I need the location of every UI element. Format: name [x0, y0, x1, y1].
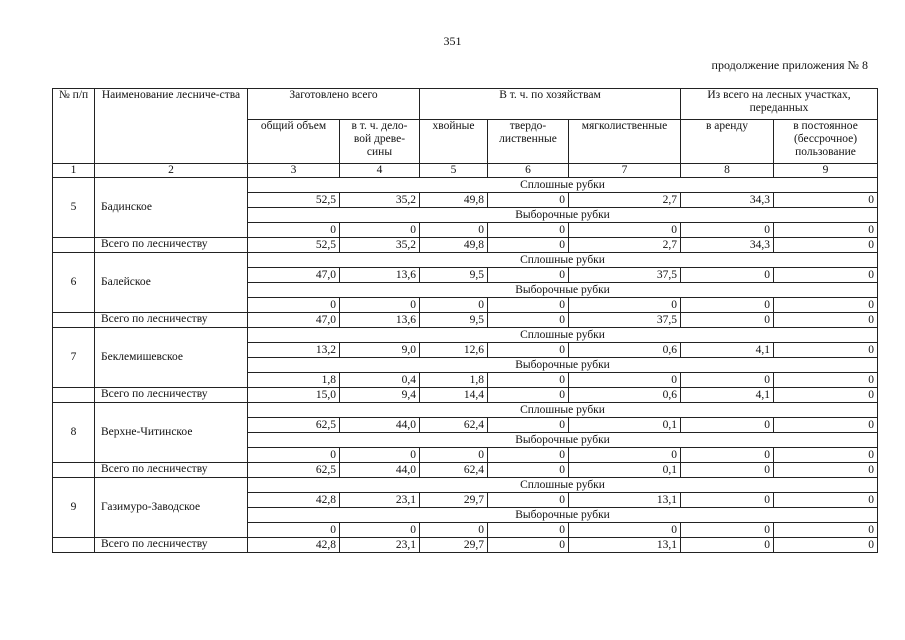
value-cell: 34,3 [681, 193, 774, 208]
value-cell: 0,6 [569, 388, 681, 403]
value-cell: 1,8 [420, 373, 488, 388]
value-cell: 13,6 [340, 313, 420, 328]
column-number: 3 [248, 164, 340, 178]
total-row-spacer [53, 463, 95, 478]
harvest-table [52, 88, 878, 553]
value-cell: 9,5 [420, 268, 488, 283]
value-cell: 9,4 [340, 388, 420, 403]
value-cell: 0 [569, 298, 681, 313]
header-rent: в аренду [681, 120, 774, 164]
value-cell: 23,1 [340, 538, 420, 553]
total-label: Всего по лесничеству [95, 538, 248, 553]
value-cell: 0 [774, 313, 878, 328]
clear-cut-label: Сплошные рубки [248, 178, 878, 193]
forestry-index: 5 [53, 178, 95, 238]
selective-cut-label: Выборочные рубки [248, 433, 878, 448]
clear-cut-label: Сплошные рубки [248, 253, 878, 268]
header-coniferous: хвойные [420, 120, 488, 164]
value-cell: 0 [248, 223, 340, 238]
value-cell: 44,0 [340, 463, 420, 478]
value-cell: 0 [681, 268, 774, 283]
clear-cut-label: Сплошные рубки [248, 478, 878, 493]
column-number: 6 [488, 164, 569, 178]
column-number: 7 [569, 164, 681, 178]
forestry-index: 9 [53, 478, 95, 538]
value-cell: 0 [569, 373, 681, 388]
selective-cut-label: Выборочные рубки [248, 508, 878, 523]
value-cell: 13,1 [569, 493, 681, 508]
value-cell: 0 [774, 298, 878, 313]
value-cell: 62,5 [248, 418, 340, 433]
value-cell: 0 [774, 463, 878, 478]
value-cell: 0 [681, 538, 774, 553]
forestry-total-row [53, 388, 878, 403]
forestry-index: 7 [53, 328, 95, 388]
value-cell: 52,5 [248, 238, 340, 253]
value-cell: 0 [681, 523, 774, 538]
clear-cut-label-row [53, 403, 878, 418]
forestry-total-row [53, 238, 878, 253]
value-cell: 0 [248, 298, 340, 313]
column-number: 2 [95, 164, 248, 178]
clear-cut-label-row [53, 253, 878, 268]
value-cell: 35,2 [340, 193, 420, 208]
value-cell: 0 [774, 238, 878, 253]
value-cell: 47,0 [248, 313, 340, 328]
clear-cut-label: Сплошные рубки [248, 328, 878, 343]
value-cell: 0 [681, 373, 774, 388]
value-cell: 0 [340, 523, 420, 538]
header-hardwood: твердо-лиственные [488, 120, 569, 164]
header-softwood: мягколиственные [569, 120, 681, 164]
header-business-wood: в т. ч. дело-вой древе-сины [340, 120, 420, 164]
forestry-name: Газимуро-Заводское [95, 478, 248, 538]
column-number: 5 [420, 164, 488, 178]
value-cell: 0 [774, 268, 878, 283]
value-cell: 0 [774, 388, 878, 403]
selective-cut-label: Выборочные рубки [248, 283, 878, 298]
value-cell: 1,8 [248, 373, 340, 388]
value-cell: 2,7 [569, 238, 681, 253]
column-number: 9 [774, 164, 878, 178]
value-cell: 0 [420, 523, 488, 538]
forestry-total-row [53, 538, 878, 553]
header-by-farm: В т. ч. по хозяйствам [420, 89, 681, 120]
forestry-name: Бадинское [95, 178, 248, 238]
value-cell: 0 [774, 223, 878, 238]
value-cell: 42,8 [248, 493, 340, 508]
value-cell: 52,5 [248, 193, 340, 208]
total-row-spacer [53, 388, 95, 403]
clear-cut-label-row [53, 178, 878, 193]
header-index: № п/п [53, 89, 95, 164]
value-cell: 62,5 [248, 463, 340, 478]
value-cell: 29,7 [420, 493, 488, 508]
value-cell: 9,0 [340, 343, 420, 358]
value-cell: 0 [569, 223, 681, 238]
value-cell: 4,1 [681, 388, 774, 403]
header-name: Наименование лесниче-ства [95, 89, 248, 164]
value-cell: 35,2 [340, 238, 420, 253]
selective-cut-label: Выборочные рубки [248, 208, 878, 223]
value-cell: 0 [569, 523, 681, 538]
forestry-total-row [53, 463, 878, 478]
value-cell: 13,6 [340, 268, 420, 283]
value-cell: 0 [340, 448, 420, 463]
value-cell: 0 [420, 223, 488, 238]
value-cell: 0 [488, 193, 569, 208]
forestry-index: 6 [53, 253, 95, 313]
value-cell: 0 [488, 523, 569, 538]
value-cell: 37,5 [569, 313, 681, 328]
column-number: 4 [340, 164, 420, 178]
value-cell: 0 [774, 538, 878, 553]
value-cell: 0,4 [340, 373, 420, 388]
value-cell: 13,1 [569, 538, 681, 553]
value-cell: 62,4 [420, 463, 488, 478]
value-cell: 0 [488, 373, 569, 388]
value-cell: 0 [488, 493, 569, 508]
page-number: 351 [443, 34, 462, 48]
value-cell: 0 [488, 223, 569, 238]
value-cell: 49,8 [420, 193, 488, 208]
header-harvested-total: Заготовлено всего [248, 89, 420, 120]
value-cell: 9,5 [420, 313, 488, 328]
value-cell: 0 [681, 313, 774, 328]
value-cell: 14,4 [420, 388, 488, 403]
value-cell: 0 [488, 313, 569, 328]
value-cell: 0 [774, 448, 878, 463]
forestry-name: Беклемишевское [95, 328, 248, 388]
continuation-note: продолжение приложения № 8 [711, 58, 868, 72]
value-cell: 0 [488, 298, 569, 313]
value-cell: 29,7 [420, 538, 488, 553]
value-cell: 0 [681, 493, 774, 508]
column-numbers-row [53, 164, 878, 178]
total-label: Всего по лесничеству [95, 463, 248, 478]
value-cell: 34,3 [681, 238, 774, 253]
header-total-volume: общий объем [248, 120, 340, 164]
value-cell: 0 [774, 373, 878, 388]
forestry-name: Верхне-Читинское [95, 403, 248, 463]
value-cell: 0 [420, 298, 488, 313]
total-label: Всего по лесничеству [95, 238, 248, 253]
value-cell: 0 [681, 448, 774, 463]
column-number: 1 [53, 164, 95, 178]
value-cell: 0 [488, 388, 569, 403]
value-cell: 0 [774, 523, 878, 538]
value-cell: 23,1 [340, 493, 420, 508]
value-cell: 0 [681, 418, 774, 433]
value-cell: 0 [774, 493, 878, 508]
value-cell: 42,8 [248, 538, 340, 553]
value-cell: 15,0 [248, 388, 340, 403]
total-label: Всего по лесничеству [95, 388, 248, 403]
value-cell: 12,6 [420, 343, 488, 358]
column-number: 8 [681, 164, 774, 178]
clear-cut-label-row [53, 478, 878, 493]
value-cell: 62,4 [420, 418, 488, 433]
value-cell: 0 [420, 448, 488, 463]
value-cell: 0,6 [569, 343, 681, 358]
value-cell: 0 [488, 538, 569, 553]
header-transferred: Из всего на лесных участках, переданных [681, 89, 878, 120]
value-cell: 0 [774, 343, 878, 358]
value-cell: 0 [340, 223, 420, 238]
value-cell: 0 [488, 238, 569, 253]
value-cell: 0 [681, 223, 774, 238]
value-cell: 49,8 [420, 238, 488, 253]
total-row-spacer [53, 313, 95, 328]
total-label: Всего по лесничеству [95, 313, 248, 328]
value-cell: 0 [488, 343, 569, 358]
value-cell: 0 [488, 268, 569, 283]
value-cell: 2,7 [569, 193, 681, 208]
value-cell: 0 [681, 298, 774, 313]
value-cell: 13,2 [248, 343, 340, 358]
value-cell: 0 [248, 523, 340, 538]
value-cell: 0 [488, 418, 569, 433]
value-cell: 0 [681, 463, 774, 478]
value-cell: 47,0 [248, 268, 340, 283]
value-cell: 0 [774, 418, 878, 433]
value-cell: 0 [340, 298, 420, 313]
total-row-spacer [53, 538, 95, 553]
forestry-index: 8 [53, 403, 95, 463]
value-cell: 0 [488, 448, 569, 463]
value-cell: 0,1 [569, 418, 681, 433]
clear-cut-label: Сплошные рубки [248, 403, 878, 418]
value-cell: 37,5 [569, 268, 681, 283]
header-permanent-use: в постоянное (бессрочное) пользование [774, 120, 878, 164]
value-cell: 0,1 [569, 463, 681, 478]
value-cell: 4,1 [681, 343, 774, 358]
selective-cut-label: Выборочные рубки [248, 358, 878, 373]
value-cell: 0 [248, 448, 340, 463]
forestry-total-row [53, 313, 878, 328]
value-cell: 0 [488, 463, 569, 478]
clear-cut-label-row [53, 328, 878, 343]
value-cell: 44,0 [340, 418, 420, 433]
value-cell: 0 [569, 448, 681, 463]
forestry-name: Балейское [95, 253, 248, 313]
total-row-spacer [53, 238, 95, 253]
value-cell: 0 [774, 193, 878, 208]
